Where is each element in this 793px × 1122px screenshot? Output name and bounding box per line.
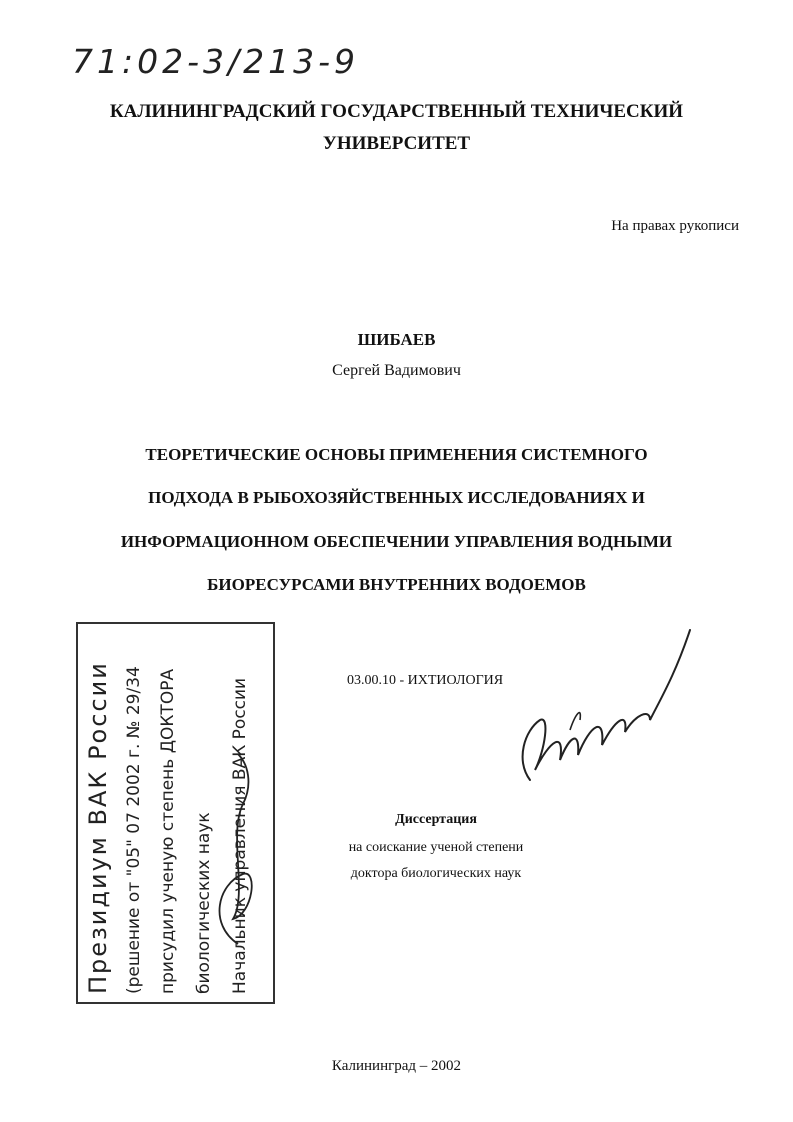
university-name-line1: КАЛИНИНГРАДСКИЙ ГОСУДАРСТВЕННЫЙ ТЕХНИЧЕСКИЙ [109,101,684,122]
specialty-code: 03.00.10 - ИХТИОЛОГИЯ [347,673,504,688]
stamp-line-3: присудил ученую степень ДОКТОРА [158,668,178,994]
dissertation-degree-line2: доктора биологических наук [350,866,522,881]
dissertation-type: Диссертация [395,812,477,827]
author-surname: ШИБАЕВ [357,330,436,349]
stamp-signature [198,744,268,974]
title-line-3: ИНФОРМАЦИОННОМ ОБЕСПЕЧЕНИИ УПРАВЛЕНИЯ ВОДНЫМИ [120,532,673,551]
title-line-4: БИОРЕСУРСАМИ ВНУТРЕННИХ ВОДОЕМОВ [207,575,586,594]
stamp-line-1: Президиум ВАК России [84,661,112,994]
handwritten-catalog-number: 71:02-3/213-9 [72,42,360,81]
title-line-1: ТЕОРЕТИЧЕСКИЕ ОСНОВЫ ПРИМЕНЕНИЯ СИСТЕМНОГО [145,445,648,464]
rights-note: На правах рукописи [611,218,739,234]
stamp-line-2: (решение от "05" 07 2002 г. № 29/34 [124,666,144,994]
city-year: Калининград – 2002 [331,1058,462,1074]
stamp-line-4: биологических наук [194,812,214,994]
title-line-2: ПОДХОДА В РЫБОХОЗЯЙСТВЕННЫХ ИССЛЕДОВАНИЯХ И [148,488,645,507]
university-name-line2: УНИВЕРСИТЕТ [322,133,471,154]
stamp-line-5: Начальник управления ВАК России [230,677,250,994]
author-name: Сергей Вадимович [332,362,461,379]
author-signature [510,620,710,790]
vak-stamp [76,622,275,1004]
dissertation-degree-line1: на соискание ученой степени [348,840,524,855]
